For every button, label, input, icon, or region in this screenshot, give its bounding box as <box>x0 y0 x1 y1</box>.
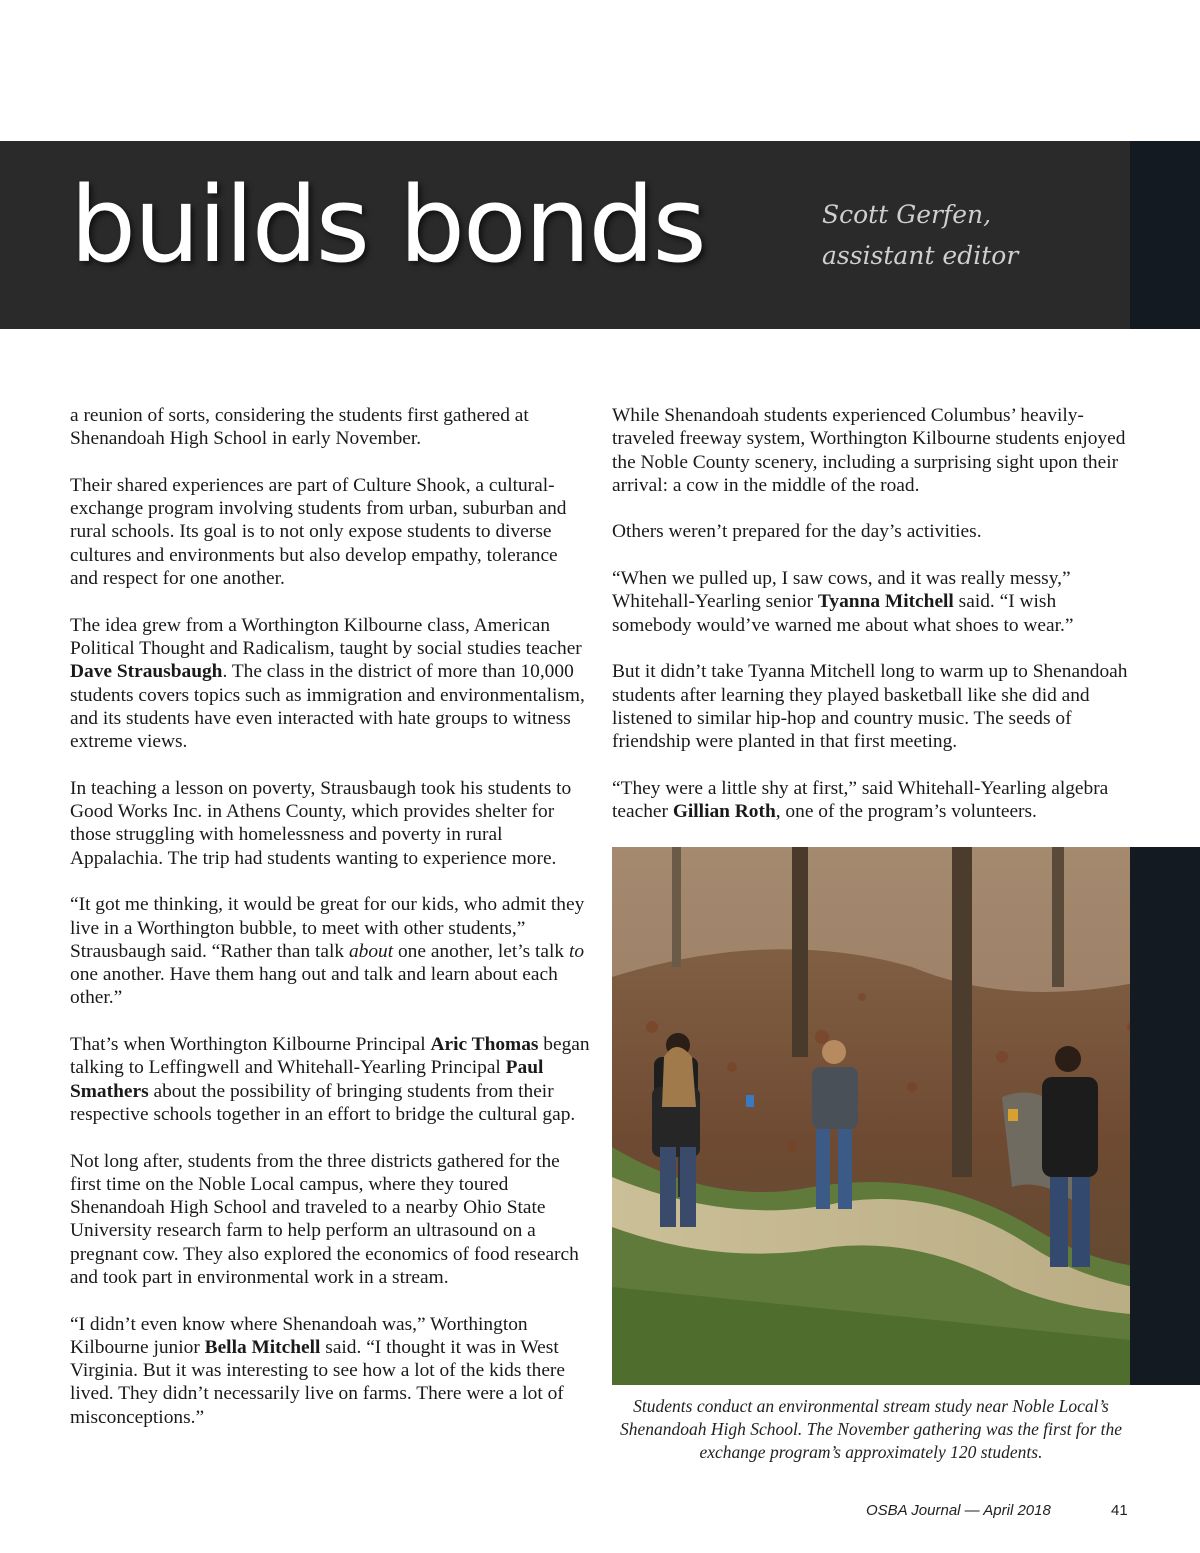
emphasis: about <box>348 940 394 962</box>
paragraph-text: began talking to Leffingwell and Whitehall-Yearling Principal <box>70 1034 590 1079</box>
article-paragraph <box>612 404 1132 497</box>
paragraph-text: “They were a little shy at first,” said Whitehall-Yearling algebra teacher <box>612 777 1109 823</box>
article-column-left <box>70 404 590 1452</box>
paragraph-text: Their shared experiences are part of Culture Shook, a cultural-exchange program involving students from urban, suburban and rural schools. Its goal is to not only expose students to diverse cultures and environments but also develop empathy, tolerance and respect for one another. <box>70 474 567 590</box>
paragraph-text: said. “I thought it was in West Virginia. But it was interesting to see how a lot of the kids there lived. They didn’t necessarily live on farms. There were a lot of misconceptions.” <box>70 1336 566 1428</box>
article-paragraph <box>70 1313 590 1429</box>
article-paragraph <box>70 1033 590 1126</box>
paragraph-text: “When we pulled up, I saw cows, and it was really messy,” Whitehall-Yearling senior <box>612 568 1071 613</box>
person-name: Bella Mitchell <box>204 1336 321 1358</box>
paragraph-text: Others weren’t prepared for the day’s activities. <box>612 521 982 543</box>
paragraph-text: In teaching a lesson on poverty, Strausbaugh took his students to Good Works Inc. in Athens County, which provides shelter for those struggling with homelessness and poverty in rural Appalachia. The trip had students wanting to experience more. <box>70 777 572 869</box>
page-number: 41 <box>1111 1502 1128 1519</box>
person-name: Gillian Roth <box>672 801 776 823</box>
paragraph-text: one another. Have them hang out and talk and learn about each other.” <box>70 964 558 1009</box>
footer-journal: OSBA Journal — April 2018 <box>866 1502 1051 1519</box>
byline-role: assistant editor <box>822 241 1019 270</box>
paragraph-text: Not long after, students from the three districts gathered for the first time on the Noble Local campus, where they toured Shenandoah High School and traveled to a nearby Ohio State University research farm to help perform an ultrasound on a pregnant cow. They also explored the economics of food research and took part in environmental work in a stream. <box>70 1150 579 1288</box>
person-name: Dave Strausbaugh <box>70 661 223 683</box>
photo-caption: Students conduct an environmental stream study near Noble Local’s Shenandoah High School. The November gathering was the first for the exchange program’s approximately 120 students. <box>619 1396 1123 1462</box>
paragraph-text: That’s when Worthington Kilbourne Principal <box>70 1034 431 1056</box>
article-paragraph <box>612 520 1132 543</box>
article-column-right <box>612 404 1132 847</box>
article-paragraph <box>612 777 1132 824</box>
person-name: Paul Smathers <box>70 1057 544 1102</box>
paragraph-text: a reunion of sorts, considering the students first gathered at Shenandoah High School in early November. <box>70 405 529 450</box>
article-paragraph <box>70 1150 590 1290</box>
article-paragraph <box>70 777 590 870</box>
person-name: Tyanna Mitchell <box>817 591 954 613</box>
article-paragraph <box>70 474 590 590</box>
paragraph-text: about the possibility of bringing students from their respective schools together in an effort to bridge the cultural gap. <box>70 1080 576 1125</box>
stream-study-photo <box>612 847 1200 1385</box>
paragraph-text: “It got me thinking, it would be great for our kids, who admit they live in a Worthington bubble, to meet with other students,” Strausbaugh said. “Rather than talk <box>70 894 585 962</box>
article-paragraph <box>70 893 590 1009</box>
paragraph-text: The idea grew from a Worthington Kilbourne class, American Political Thought and Radicalism, taught by social studies teacher <box>70 614 582 659</box>
paragraph-text: “I didn’t even know where Shenandoah was,” Worthington Kilbourne junior <box>70 1313 528 1358</box>
article-paragraph <box>70 404 590 451</box>
article-paragraph <box>612 567 1132 637</box>
paragraph-text: While Shenandoah students experienced Columbus’ heavily-traveled freeway system, Worthington Kilbourne students enjoyed the Noble County scenery, including a surprising sight upon their arrival: a cow in the middle of the road. <box>612 405 1126 496</box>
banner-edge-bar <box>1130 141 1200 329</box>
byline <box>822 194 1018 276</box>
paragraph-text: one another, let’s talk <box>393 940 569 962</box>
paragraph-text: said. “I wish somebody would’ve warned me about what shoes to wear.” <box>612 591 1074 636</box>
article-headline: builds bonds <box>70 164 705 286</box>
photo-edge-bar <box>1130 847 1200 1385</box>
byline-name: Scott Gerfen, <box>822 200 992 229</box>
person-name: Aric Thomas <box>430 1034 539 1056</box>
article-paragraph <box>70 614 590 754</box>
article-paragraph <box>612 660 1132 753</box>
paragraph-text: . The class in the district of more than 10,000 students covers topics such as immigration and environmentalism, and its students have even interacted with hate groups to witness extreme views. <box>70 661 585 753</box>
paragraph-text: But it didn’t take Tyanna Mitchell long to warm up to Shenandoah students after learning they played basketball like she did and listened to similar hip-hop and country music. The seeds of friendship were planted in that first meeting. <box>612 661 1128 753</box>
paragraph-text: , one of the program’s volunteers. <box>775 801 1037 823</box>
emphasis: to <box>568 940 585 962</box>
